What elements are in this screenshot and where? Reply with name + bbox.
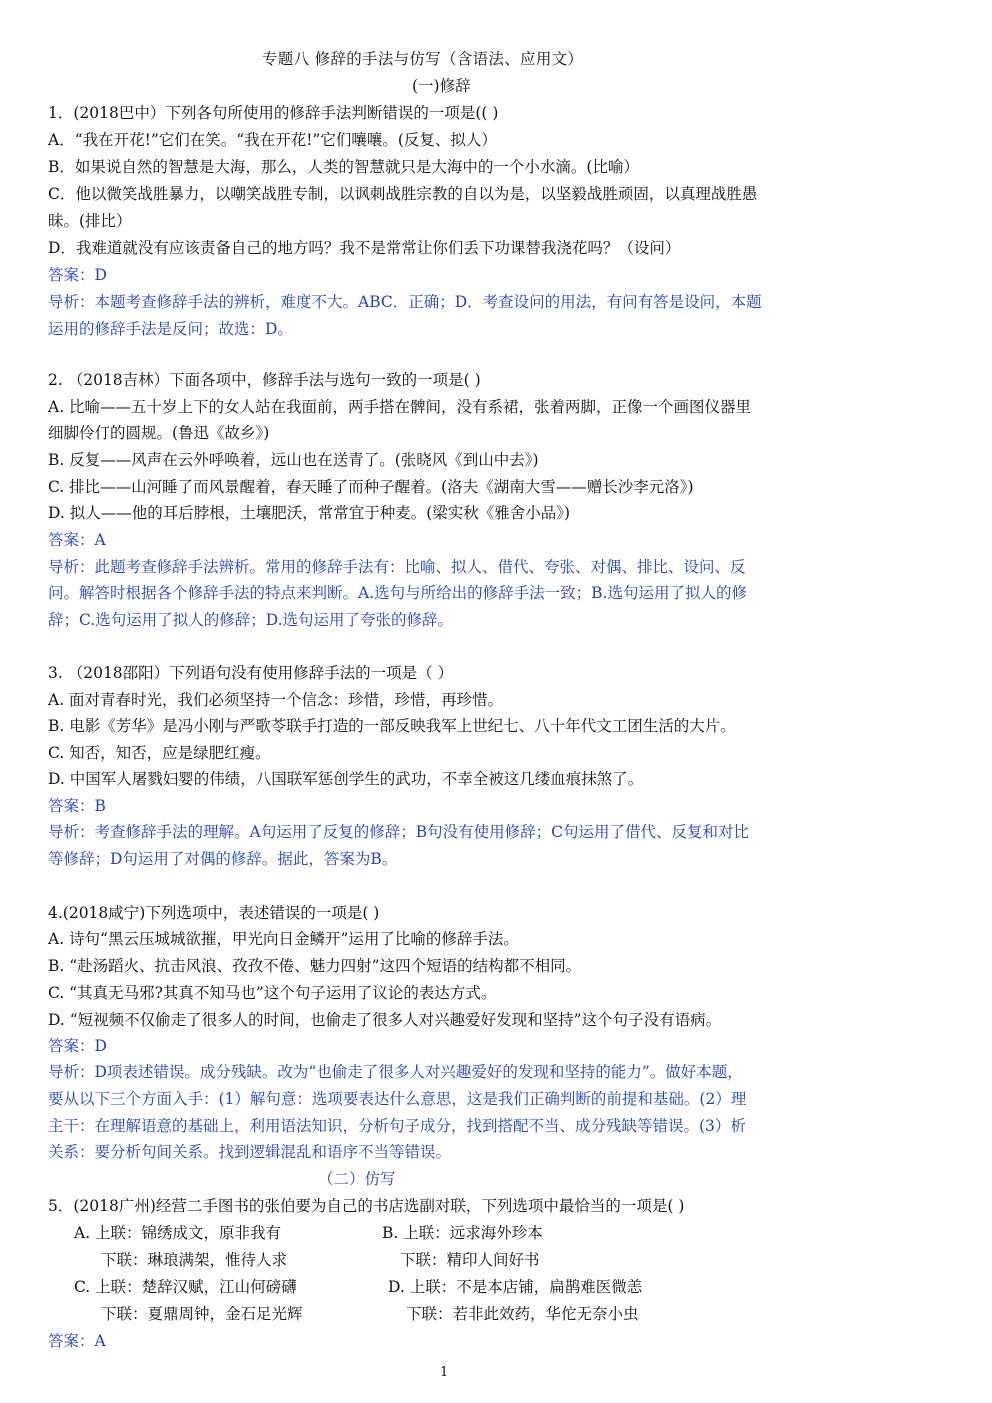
question-4-stem: 4.(2018咸宁)下列选项中，表述错误的一项是( ) — [48, 904, 380, 922]
page-number: 1 — [440, 1365, 449, 1380]
question-1-analysis-cont: 运用的修辞手法是反问；故选：D。 — [48, 320, 293, 338]
question-5-option-c-upper: C. 上联：楚辞汉赋，江山何磅礴 — [74, 1278, 297, 1296]
question-2-option-b: B. 反复——风声在云外呼唤着，远山也在送青了。(张晓风《到山中去》) — [48, 451, 539, 469]
question-5-option-d-upper: D. 上联：不是本店铺，扁鹊难医微恙 — [388, 1278, 643, 1296]
question-3-answer: 答案：B — [48, 797, 106, 815]
question-2-analysis-cont2: 辞；C.选句运用了拟人的修辞；D.选句运用了夸张的修辞。 — [48, 611, 454, 629]
question-2-answer: 答案：A — [48, 531, 106, 549]
section-heading-imitation: （二）仿写 — [318, 1170, 396, 1188]
question-2-option-c: C. 排比——山河睡了而风景醒着，春天睡了而种子醒着。(洛夫《湖南大雪——赠长沙李元洛》) — [48, 478, 694, 496]
question-3-option-a: A. 面对青春时光，我们必须坚持一个信念：珍惜，珍惜，再珍惜。 — [48, 691, 504, 709]
question-5-option-a-lower: 下联：琳琅满架，惟待人求 — [101, 1251, 288, 1269]
question-3-analysis: 导析：考查修辞手法的理解。A句运用了反复的修辞；B句没有使用修辞；C句运用了借代、反复和对比 — [48, 823, 749, 841]
question-1-option-a: A．“我在开花!”它们在笑。“我在开花!”它们嚷嚷。(反复、拟人） — [48, 131, 497, 149]
question-1-answer: 答案：D — [48, 266, 107, 284]
question-5-stem: 5．(2018广州)经营二手图书的张伯要为自己的书店选副对联，下列选项中最恰当的一项是( ) — [48, 1197, 685, 1215]
question-2-option-d: D. 拟人——他的耳后脖根，土壤肥沃，常常宜于种麦。(梁实秋《雅舍小品》) — [48, 504, 571, 522]
question-2-option-a: A. 比喻——五十岁上下的女人站在我面前，两手搭在髀间，没有系裙，张着两脚，正像一个画图仪器里 — [48, 398, 752, 416]
question-3-analysis-cont: 等修辞；D句运用了对偶的修辞。据此，答案为B。 — [48, 850, 398, 868]
question-3-stem: 3. （2018邵阳）下列语句没有使用修辞手法的一项是（ ） — [48, 664, 454, 682]
question-2-analysis: 导析：此题考查修辞手法辨析。常用的修辞手法有：比喻、拟人、借代、夸张、对偶、排比、设问、反 — [48, 558, 746, 576]
question-5-option-a-upper: A. 上联：锦绣成文，原非我有 — [74, 1224, 282, 1242]
question-4-analysis-cont3: 关系：要分析句间关系。找到逻辑混乱和语序不当等错误。 — [48, 1143, 452, 1161]
question-1-option-b: B．如果说自然的智慧是大海，那么，人类的智慧就只是大海中的一个小水滴。(比喻） — [48, 158, 639, 176]
question-5-option-b-upper: B. 上联：远求海外珍本 — [382, 1224, 543, 1242]
question-4-option-c: C. “其真无马邪?其真不知马也”这个句子运用了议论的表达方式。 — [48, 984, 497, 1002]
question-4-option-d: D. “短视频不仅偷走了很多人的时间，也偷走了很多人对兴趣爱好发现和坚持”这个句子没有语病。 — [48, 1011, 722, 1029]
question-4-analysis: 导析：D项表述错误。成分残缺。改为“也偷走了很多人对兴趣爱好的发现和坚持的能力”。做好本题， — [48, 1063, 743, 1081]
question-5-answer: 答案：A — [48, 1332, 106, 1350]
page-title: 专题八 修辞的手法与仿写（含语法、应用文） — [262, 50, 584, 68]
question-5-option-b-lower: 下联：精印人间好书 — [400, 1251, 540, 1269]
question-1-stem: 1．(2018巴中）下列各句所使用的修辞手法判断错误的一项是(( ) — [48, 104, 499, 122]
question-2-option-a-cont: 细脚伶仃的圆规。(鲁迅《故乡》) — [48, 424, 270, 442]
question-1-option-d: D．我难道就没有应该责备自己的地方吗？我不是常常让你们丢下功课替我浇花吗？（设问） — [48, 239, 681, 257]
question-3-option-d: D. 中国军人屠戮妇婴的伟绩，八国联军惩创学生的武功，不幸全被这几缕血痕抹煞了。 — [48, 770, 644, 788]
question-1-option-c: C．他以微笑战胜暴力，以嘲笑战胜专制，以讽刺战胜宗教的自以为是，以坚毅战胜顽固，以真理战胜愚 — [48, 185, 758, 203]
question-4-analysis-cont2: 主干：在理解语意的基础上，利用语法知识，分析句子成分，找到搭配不当、成分残缺等错误。(3）析 — [48, 1117, 746, 1135]
question-2-stem: 2. （2018吉林）下面各项中，修辞手法与选句一致的一项是( ) — [48, 371, 481, 389]
question-4-option-a: A. 诗句“黑云压城城欲摧，甲光向日金鳞开”运用了比喻的修辞手法。 — [48, 930, 519, 948]
question-1-option-c-cont: 昧。(排比） — [48, 212, 132, 230]
question-5-option-d-lower: 下联：若非此效药，华佗无奈小虫 — [406, 1305, 639, 1323]
question-1-analysis: 导析：本题考查修辞手法的辨析，难度不大。ABC．正确；D．考查设问的用法，有问有答是设问，本题 — [48, 293, 762, 311]
question-3-option-c: C. 知否，知否，应是绿肥红瘦。 — [48, 744, 271, 762]
section-heading-rhetoric: (一)修辞 — [412, 77, 471, 95]
question-3-option-b: B. 电影《芳华》是冯小刚与严歌苓联手打造的一部反映我军上世纪七、八十年代文工团生活的大片。 — [48, 717, 736, 735]
question-4-answer: 答案：D — [48, 1037, 107, 1055]
question-5-option-c-lower: 下联：夏鼎周钟，金石足光辉 — [101, 1305, 303, 1323]
question-4-analysis-cont: 要从以下三个方面入手：(1）解句意：选项要表达什么意思，这是我们正确判断的前提和基础。(2）理 — [48, 1090, 747, 1108]
question-4-option-b: B. “赴汤蹈火、抗击风浪、孜孜不倦、魅力四射”这四个短语的结构都不相同。 — [48, 957, 582, 975]
question-2-analysis-cont: 问。解答时根据各个修辞手法的特点来判断。A.选句与所给出的修辞手法一致；B.选句运用了拟人的修 — [48, 584, 747, 602]
